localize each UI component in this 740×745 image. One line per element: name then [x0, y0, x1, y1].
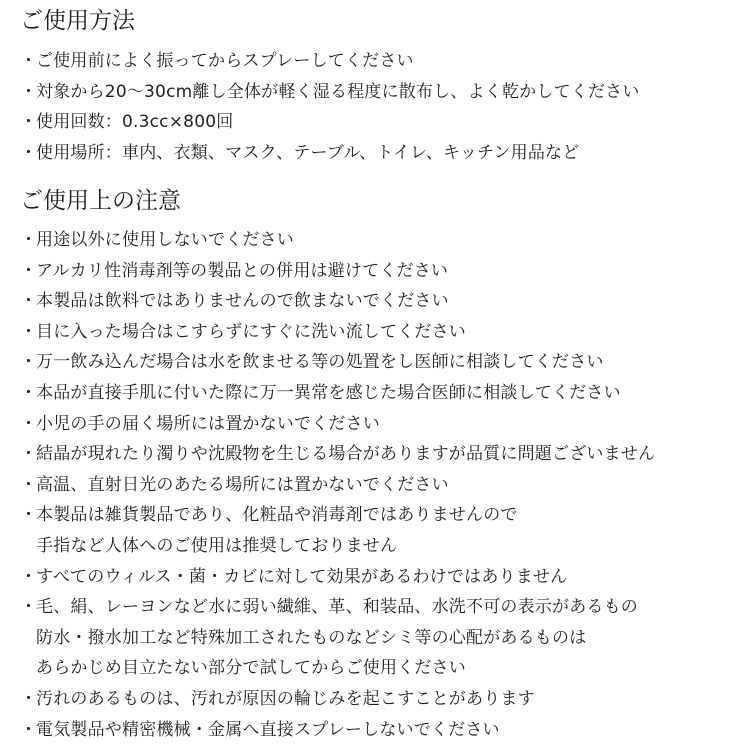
bullet-mark: ・: [20, 77, 34, 108]
bullet-mark: ・: [20, 439, 34, 470]
item-text: 本製品は雑貨製品であり、化粧品や消毒剤ではありませんので: [36, 500, 655, 531]
list-item: [0, 138, 640, 169]
list-item: [0, 562, 655, 593]
item-text: 毛、絹、レーヨンなど水に弱い繊維、革、和装品、水洗不可の表示があるもの: [36, 592, 655, 623]
bullet-mark: ・: [20, 107, 34, 138]
bullet-mark: ・: [20, 715, 34, 745]
item-text: 電気製品や精密機械・金属へ直接スプレーしないでください: [36, 715, 655, 745]
list-item: [0, 409, 655, 440]
usage-title: ご使用方法: [20, 6, 135, 36]
item-text-continued: あらかじめ目立たない部分で試してからご使用ください: [36, 653, 655, 684]
item-text: 目に入った場合はこすらずにすぐに洗い流してください: [36, 317, 655, 348]
bullet-mark: ・: [20, 592, 34, 623]
list-item: [0, 77, 640, 108]
list-item: [0, 107, 640, 138]
caution-title: ご使用上の注意: [20, 186, 181, 216]
bullet-mark: ・: [20, 347, 34, 378]
bullet-mark: ・: [20, 225, 34, 256]
bullet-mark: ・: [20, 286, 34, 317]
list-item: [0, 684, 655, 715]
list-item: [0, 256, 655, 287]
list-item: [0, 378, 655, 409]
item-text: 小児の手の届く場所には置かないでください: [36, 409, 655, 440]
bullet-mark: ・: [20, 409, 34, 440]
bullet-mark: ・: [20, 684, 34, 715]
bullet-mark: ・: [20, 378, 34, 409]
item-text: 結晶が現れたり濁りや沈殿物を生じる場合がありますが品質に問題ございません: [36, 439, 655, 470]
item-text: 本製品は飲料ではありませんので飲まないでください: [36, 286, 655, 317]
item-text: 使用場所：車内、衣類、マスク、テーブル、トイレ、キッチン用品など: [36, 138, 640, 169]
list-item: [0, 500, 655, 561]
item-text-continued: 手指など人体へのご使用は推奨しておりません: [36, 531, 655, 562]
list-item: [0, 470, 655, 501]
bullet-mark: ・: [20, 256, 34, 287]
list-item: [0, 592, 655, 684]
item-text: 万一飲み込んだ場合は水を飲ませる等の処置をし医師に相談してください: [36, 347, 655, 378]
item-text: 使用回数：0.3cc×800回: [36, 107, 640, 138]
item-text-continued: 防水・撥水加工など特殊加工されたものなどシミ等の心配があるものは: [36, 623, 655, 654]
item-text: すべてのウィルス・菌・カビに対して効果があるわけではありません: [36, 562, 655, 593]
caution-list: [0, 225, 655, 745]
item-text: アルカリ性消毒剤等の製品との併用は避けてください: [36, 256, 655, 287]
bullet-mark: ・: [20, 470, 34, 501]
bullet-mark: ・: [20, 138, 34, 169]
item-text: 本品が直接手肌に付いた際に万一異常を感じた場合医師に相談してください: [36, 378, 655, 409]
list-item: [0, 439, 655, 470]
item-text: 用途以外に使用しないでください: [36, 225, 655, 256]
list-item: [0, 46, 640, 77]
item-text: 高温、直射日光のあたる場所には置かないでください: [36, 470, 655, 501]
item-text: 対象から20～30cm離し全体が軽く湿る程度に散布し、よく乾かしてください: [36, 77, 640, 108]
item-text: 汚れのあるものは、汚れが原因の輪じみを起こすことがあります: [36, 684, 655, 715]
list-item: [0, 715, 655, 745]
list-item: [0, 347, 655, 378]
bullet-mark: ・: [20, 500, 34, 531]
list-item: [0, 225, 655, 256]
item-text: ご使用前によく振ってからスプレーしてください: [36, 46, 640, 77]
list-item: [0, 286, 655, 317]
usage-list: [0, 46, 640, 168]
bullet-mark: ・: [20, 317, 34, 348]
bullet-mark: ・: [20, 46, 34, 77]
list-item: [0, 317, 655, 348]
bullet-mark: ・: [20, 562, 34, 593]
